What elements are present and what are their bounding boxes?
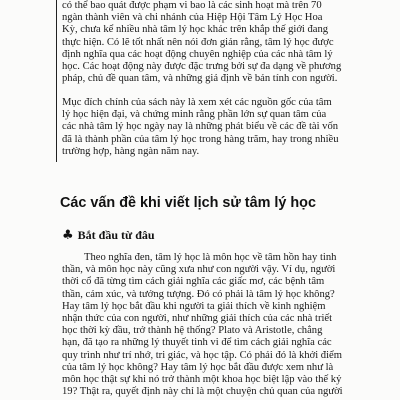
text-line: thần, cảm xúc, và tưởng tượng. Đó có phải là tâm lý học không?: [62, 288, 335, 300]
text-line: ngàn thành viên và chi nhánh của Hiệp Hội Tâm Lý Học Hoa: [62, 12, 323, 24]
text-line: môn học thật sự khi nó trở thành một khoa học biệt lập vào thế kỷ: [62, 374, 342, 386]
paragraph-1: [62, 0, 366, 85]
text-line: 19? Thật ra, quyết định này chỉ là một chuyện chủ quan của người: [62, 386, 343, 398]
text-line: đã là thành phần của tâm lý học trong hàng trăm, hay trong nhiều: [62, 133, 339, 145]
text-line: định nghĩa qua các hoạt động chuyên nghiệp của các nhà tâm lý: [62, 48, 333, 60]
text-line: học thời kỳ đầu, trở thành hệ thống? Plato và Aristotle, chẳng: [62, 325, 323, 337]
text-line: nhận thức của con người, như những giải thích của các nhà triết: [62, 313, 333, 325]
text-line: học. Các hoạt động này được đặc trưng bởi sự đa dạng về phương: [62, 61, 342, 73]
text-line: thần, và môn học này cũng xưa như con người vậy. Ví dụ, người: [62, 264, 336, 276]
text-line: pháp, chủ đề quan tâm, và những giả định về bản tính con người.: [62, 73, 338, 85]
subsection-title: Bắt đầu từ đâu: [77, 228, 155, 242]
text-line: của tâm lý học không? Hay tâm lý học bắt đầu được xem như là: [62, 361, 334, 373]
text-line: thực hiện. Có lẽ tốt nhất nên nói đơn giản rằng, tâm lý học được: [62, 36, 334, 48]
paragraph-3: [62, 252, 366, 398]
paragraph-2: [62, 97, 366, 158]
section-heading: Các vấn đề khi viết lịch sử tâm lý học: [60, 195, 316, 211]
text-line: Theo nghĩa đen, tâm lý học là môn học về tâm hồn hay tinh: [84, 252, 337, 263]
text-line: có thể bao quát được phạm vi bao là các sinh hoạt mà trên 70: [62, 0, 322, 11]
text-line: trường hợp, hàng ngàn năm nay.: [62, 145, 200, 157]
text-line: Mục đích chính của sách này là xem xét các nguồn gốc của tâm: [62, 97, 332, 108]
text-line: thời cổ đã từng tìm cách giải nghĩa các giấc mơ, các bệnh tâm: [62, 276, 325, 288]
text-line: các nhà tâm lý học ngày nay là những phát biểu về các đề tài vốn: [62, 121, 339, 133]
text-line: lý học hiện đại, và chứng minh rằng phần lớn sự quan tâm của: [62, 109, 327, 121]
text-line: Kỳ, chưa kể nhiều nhà tâm lý học khác trên khắp thế giới đang: [62, 24, 329, 36]
text-line: hạn, đã tạo ra những lý thuyết tinh vi để tìm cách giải nghĩa các: [62, 337, 332, 349]
text-line: Hay tâm lý học bắt đầu khi người ta giải thích về kinh nghiệm: [62, 300, 326, 312]
text-line: quy trình như trí nhớ, tri giác, và học tập. Có phải đó là khởi điểm: [62, 349, 342, 361]
club-icon: ♣: [62, 228, 74, 243]
margin-rule: [56, 0, 57, 162]
subsection-heading: [62, 228, 155, 243]
